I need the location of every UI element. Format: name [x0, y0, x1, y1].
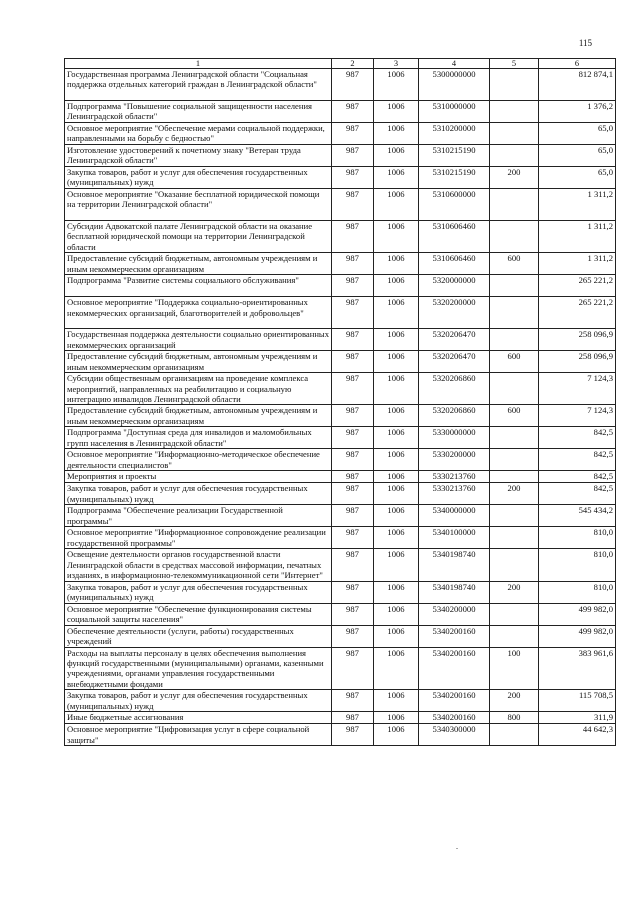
budget-table: [64, 58, 616, 746]
row-name-cell: Основное мероприятие "Поддержка социально-ориентированных некоммерческих организаций, благотворителей и добровольцев": [65, 297, 332, 329]
admin-code-cell: 987: [332, 471, 374, 483]
amount-cell: 499 982,0: [539, 625, 616, 647]
table-row: [65, 351, 616, 373]
column-header: 5: [490, 59, 539, 69]
row-name-cell: Основное мероприятие "Информационно-методическое обеспечение деятельности специалистов": [65, 449, 332, 471]
target-article-cell: 5320206470: [419, 329, 490, 351]
section-code-cell: 1006: [374, 253, 419, 275]
section-code-cell: 1006: [374, 647, 419, 690]
amount-cell: 7 124,3: [539, 405, 616, 427]
section-code-cell: 1006: [374, 167, 419, 189]
section-code-cell: 1006: [374, 483, 419, 505]
amount-cell: 65,0: [539, 145, 616, 167]
expense-type-cell: 200: [490, 690, 539, 712]
expense-type-cell: [490, 505, 539, 527]
admin-code-cell: 987: [332, 101, 374, 123]
row-name-cell: Закупка товаров, работ и услуг для обеспечения государственных (муниципальных) нужд: [65, 690, 332, 712]
amount-cell: 810,0: [539, 549, 616, 581]
section-code-cell: 1006: [374, 373, 419, 405]
section-code-cell: 1006: [374, 724, 419, 746]
expense-type-cell: 200: [490, 581, 539, 603]
row-name-cell: Изготовление удостоверений к почетному знаку "Ветеран труда Ленинградской области": [65, 145, 332, 167]
amount-cell: 810,0: [539, 527, 616, 549]
amount-cell: 115 708,5: [539, 690, 616, 712]
admin-code-cell: 987: [332, 581, 374, 603]
amount-cell: 258 096,9: [539, 351, 616, 373]
target-article-cell: 5320206860: [419, 405, 490, 427]
amount-cell: 1 311,2: [539, 189, 616, 221]
admin-code-cell: 987: [332, 449, 374, 471]
row-name-cell: Подпрограмма "Доступная среда для инвалидов и маломобильных групп населения в Ленинградской области": [65, 427, 332, 449]
target-article-cell: 5310606460: [419, 253, 490, 275]
target-article-cell: 5340200160: [419, 712, 490, 724]
target-article-cell: 5320200000: [419, 297, 490, 329]
admin-code-cell: 987: [332, 603, 374, 625]
table-row: [65, 690, 616, 712]
table-row: [65, 101, 616, 123]
target-article-cell: 5330213760: [419, 483, 490, 505]
table-row: [65, 549, 616, 581]
admin-code-cell: 987: [332, 527, 374, 549]
amount-cell: 265 221,2: [539, 297, 616, 329]
row-name-cell: Закупка товаров, работ и услуг для обеспечения государственных (муниципальных) нужд: [65, 483, 332, 505]
target-article-cell: 5310215190: [419, 145, 490, 167]
target-article-cell: 5320206860: [419, 373, 490, 405]
expense-type-cell: [490, 427, 539, 449]
amount-cell: 842,5: [539, 483, 616, 505]
section-code-cell: 1006: [374, 101, 419, 123]
table-row: [65, 712, 616, 724]
row-name-cell: Основное мероприятие "Обеспечение функционирования системы социальной защиты населения": [65, 603, 332, 625]
table-row: [65, 471, 616, 483]
admin-code-cell: 987: [332, 275, 374, 297]
admin-code-cell: 987: [332, 297, 374, 329]
amount-cell: 842,5: [539, 471, 616, 483]
admin-code-cell: 987: [332, 189, 374, 221]
expense-type-cell: 600: [490, 253, 539, 275]
section-code-cell: 1006: [374, 351, 419, 373]
target-article-cell: 5340000000: [419, 505, 490, 527]
table-row: [65, 527, 616, 549]
section-code-cell: 1006: [374, 712, 419, 724]
row-name-cell: Освещение деятельности органов государственной власти Ленинградской области в средствах массовой информации, печатных изданиях, в информационно-телекоммуникационной сети "Интернет": [65, 549, 332, 581]
row-name-cell: Иные бюджетные ассигнования: [65, 712, 332, 724]
section-code-cell: 1006: [374, 625, 419, 647]
table-row: [65, 449, 616, 471]
expense-type-cell: [490, 471, 539, 483]
expense-type-cell: [490, 145, 539, 167]
table-row: [65, 69, 616, 101]
scan-speck: [456, 848, 458, 849]
section-code-cell: 1006: [374, 581, 419, 603]
column-header: 1: [65, 59, 332, 69]
table-row: [65, 625, 616, 647]
amount-cell: 265 221,2: [539, 275, 616, 297]
target-article-cell: 5310600000: [419, 189, 490, 221]
row-name-cell: Основное мероприятие "Информационное сопровождение реализации государственной программы": [65, 527, 332, 549]
expense-type-cell: [490, 297, 539, 329]
admin-code-cell: 987: [332, 167, 374, 189]
page-number: 115: [578, 38, 592, 48]
admin-code-cell: 987: [332, 724, 374, 746]
table-row: [65, 647, 616, 690]
row-name-cell: Подпрограмма "Обеспечение реализации Государственной программы": [65, 505, 332, 527]
section-code-cell: 1006: [374, 471, 419, 483]
section-code-cell: 1006: [374, 405, 419, 427]
table-row: [65, 297, 616, 329]
row-name-cell: Субсидии общественным организациям на проведение комплекса мероприятий, направленных на реабилитацию и социальную интеграцию инвалидов Ленинградской области: [65, 373, 332, 405]
row-name-cell: Мероприятия и проекты: [65, 471, 332, 483]
table-row: [65, 167, 616, 189]
expense-type-cell: [490, 275, 539, 297]
target-article-cell: 5330000000: [419, 427, 490, 449]
amount-cell: 545 434,2: [539, 505, 616, 527]
admin-code-cell: 987: [332, 647, 374, 690]
table-row: [65, 427, 616, 449]
table-row: [65, 373, 616, 405]
admin-code-cell: 987: [332, 329, 374, 351]
admin-code-cell: 987: [332, 483, 374, 505]
amount-cell: 842,5: [539, 449, 616, 471]
row-name-cell: Предоставление субсидий бюджетным, автономным учреждениям и иным некоммерческим организациям: [65, 351, 332, 373]
row-name-cell: Государственная поддержка деятельности социально ориентированных некоммерческих организаций: [65, 329, 332, 351]
admin-code-cell: 987: [332, 505, 374, 527]
admin-code-cell: 987: [332, 373, 374, 405]
expense-type-cell: 800: [490, 712, 539, 724]
section-code-cell: 1006: [374, 505, 419, 527]
expense-type-cell: 200: [490, 167, 539, 189]
row-name-cell: Основное мероприятие "Оказание бесплатной юридической помощи на территории Ленинградской области": [65, 189, 332, 221]
section-code-cell: 1006: [374, 297, 419, 329]
admin-code-cell: 987: [332, 351, 374, 373]
table-row: [65, 145, 616, 167]
table-row: [65, 483, 616, 505]
amount-cell: 1 376,2: [539, 101, 616, 123]
expense-type-cell: 600: [490, 405, 539, 427]
row-name-cell: Предоставление субсидий бюджетным, автономным учреждениям и иным некоммерческим организациям: [65, 253, 332, 275]
target-article-cell: 5330200000: [419, 449, 490, 471]
table-row: [65, 275, 616, 297]
column-header: 3: [374, 59, 419, 69]
target-article-cell: 5330213760: [419, 471, 490, 483]
admin-code-cell: 987: [332, 712, 374, 724]
row-name-cell: Подпрограмма "Повышение социальной защищенности населения Ленинградской области": [65, 101, 332, 123]
admin-code-cell: 987: [332, 221, 374, 253]
amount-cell: 7 124,3: [539, 373, 616, 405]
table-row: [65, 329, 616, 351]
expense-type-cell: 600: [490, 351, 539, 373]
expense-type-cell: [490, 329, 539, 351]
admin-code-cell: 987: [332, 253, 374, 275]
expense-type-cell: [490, 527, 539, 549]
expense-type-cell: 200: [490, 483, 539, 505]
target-article-cell: 5340198740: [419, 581, 490, 603]
target-article-cell: 5310000000: [419, 101, 490, 123]
amount-cell: 812 874,1: [539, 69, 616, 101]
section-code-cell: 1006: [374, 549, 419, 581]
expense-type-cell: [490, 101, 539, 123]
row-name-cell: Закупка товаров, работ и услуг для обеспечения государственных (муниципальных) нужд: [65, 581, 332, 603]
amount-cell: 311,9: [539, 712, 616, 724]
amount-cell: 842,5: [539, 427, 616, 449]
target-article-cell: 5310200000: [419, 123, 490, 145]
section-code-cell: 1006: [374, 527, 419, 549]
section-code-cell: 1006: [374, 275, 419, 297]
expense-type-cell: [490, 189, 539, 221]
section-code-cell: 1006: [374, 69, 419, 101]
expense-type-cell: [490, 549, 539, 581]
amount-cell: 499 982,0: [539, 603, 616, 625]
admin-code-cell: 987: [332, 427, 374, 449]
admin-code-cell: 987: [332, 123, 374, 145]
table-row: [65, 405, 616, 427]
amount-cell: 44 642,3: [539, 724, 616, 746]
table-row: [65, 123, 616, 145]
target-article-cell: 5340200160: [419, 690, 490, 712]
row-name-cell: Основное мероприятие "Цифровизация услуг в сфере социальной защиты": [65, 724, 332, 746]
target-article-cell: 5340200160: [419, 625, 490, 647]
admin-code-cell: 987: [332, 549, 374, 581]
table-row: [65, 253, 616, 275]
target-article-cell: 5340100000: [419, 527, 490, 549]
expense-type-cell: [490, 603, 539, 625]
row-name-cell: Закупка товаров, работ и услуг для обеспечения государственных (муниципальных) нужд: [65, 167, 332, 189]
admin-code-cell: 987: [332, 690, 374, 712]
section-code-cell: 1006: [374, 123, 419, 145]
section-code-cell: 1006: [374, 449, 419, 471]
section-code-cell: 1006: [374, 427, 419, 449]
column-header: 2: [332, 59, 374, 69]
table-row: [65, 724, 616, 746]
table-row: [65, 581, 616, 603]
table-header-row: [65, 59, 616, 69]
target-article-cell: 5340198740: [419, 549, 490, 581]
target-article-cell: 5340200160: [419, 647, 490, 690]
row-name-cell: Расходы на выплаты персоналу в целях обеспечения выполнения функций государственными (муниципальными) органами, казенными учреждениями, органами управления государственными внебюджетными фондами: [65, 647, 332, 690]
expense-type-cell: 100: [490, 647, 539, 690]
table-row: [65, 505, 616, 527]
section-code-cell: 1006: [374, 221, 419, 253]
row-name-cell: Подпрограмма "Развитие системы социального обслуживания": [65, 275, 332, 297]
target-article-cell: 5340300000: [419, 724, 490, 746]
amount-cell: 1 311,2: [539, 253, 616, 275]
target-article-cell: 5310215190: [419, 167, 490, 189]
section-code-cell: 1006: [374, 145, 419, 167]
table-row: [65, 221, 616, 253]
target-article-cell: 5300000000: [419, 69, 490, 101]
admin-code-cell: 987: [332, 145, 374, 167]
amount-cell: 65,0: [539, 123, 616, 145]
expense-type-cell: [490, 373, 539, 405]
target-article-cell: 5340200000: [419, 603, 490, 625]
table-row: [65, 603, 616, 625]
section-code-cell: 1006: [374, 690, 419, 712]
admin-code-cell: 987: [332, 405, 374, 427]
amount-cell: 810,0: [539, 581, 616, 603]
column-header: 6: [539, 59, 616, 69]
expense-type-cell: [490, 449, 539, 471]
expense-type-cell: [490, 724, 539, 746]
expense-type-cell: [490, 221, 539, 253]
amount-cell: 258 096,9: [539, 329, 616, 351]
target-article-cell: 5320000000: [419, 275, 490, 297]
row-name-cell: Обеспечение деятельности (услуги, работы) государственных учреждений: [65, 625, 332, 647]
row-name-cell: Субсидии Адвокатской палате Ленинградской области на оказание бесплатной юридической помощи на территории Ленинградской области: [65, 221, 332, 253]
column-header: 4: [419, 59, 490, 69]
admin-code-cell: 987: [332, 625, 374, 647]
target-article-cell: 5320206470: [419, 351, 490, 373]
target-article-cell: 5310606460: [419, 221, 490, 253]
expense-type-cell: [490, 625, 539, 647]
row-name-cell: Государственная программа Ленинградской области "Социальная поддержка отдельных категорий граждан в Ленинградской области": [65, 69, 332, 101]
row-name-cell: Предоставление субсидий бюджетным, автономным учреждениям и иным некоммерческим организациям: [65, 405, 332, 427]
amount-cell: 1 311,2: [539, 221, 616, 253]
section-code-cell: 1006: [374, 329, 419, 351]
expense-type-cell: [490, 69, 539, 101]
row-name-cell: Основное мероприятие "Обеспечение мерами социальной поддержки, направленными на борьбу с бедностью": [65, 123, 332, 145]
section-code-cell: 1006: [374, 189, 419, 221]
section-code-cell: 1006: [374, 603, 419, 625]
amount-cell: 65,0: [539, 167, 616, 189]
expense-type-cell: [490, 123, 539, 145]
admin-code-cell: 987: [332, 69, 374, 101]
amount-cell: 383 961,6: [539, 647, 616, 690]
table-row: [65, 189, 616, 221]
